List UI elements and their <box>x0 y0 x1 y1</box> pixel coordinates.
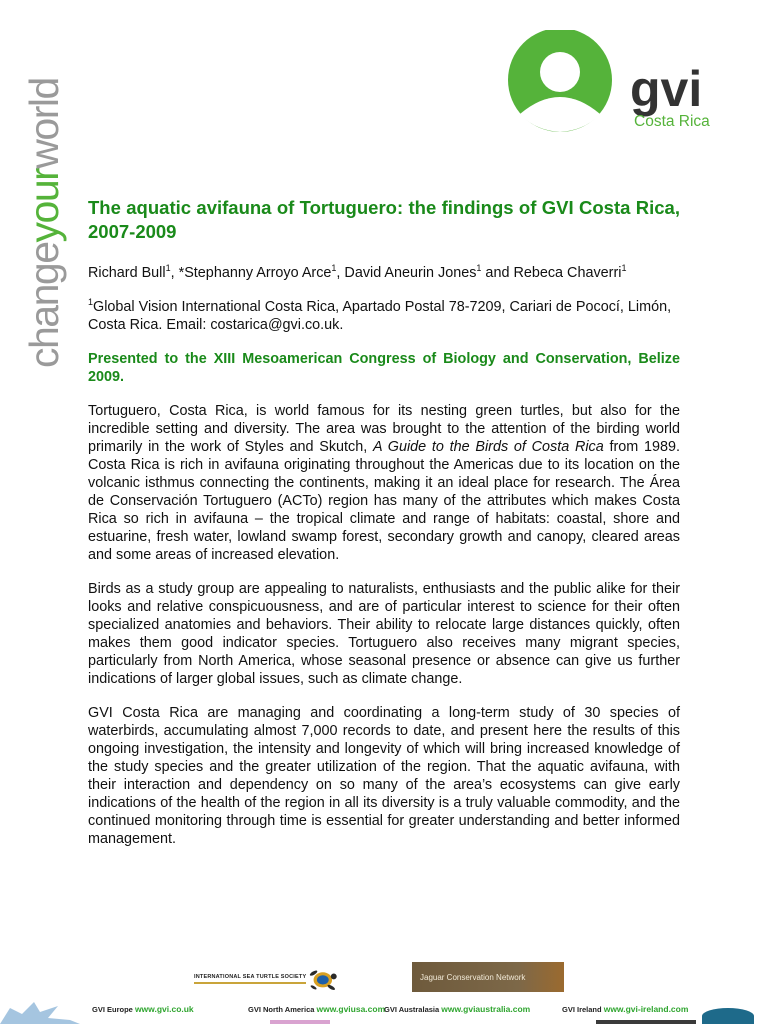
office-ireland: GVI Ireland www.gvi-ireland.com <box>562 1004 689 1014</box>
change-your-world-slogan <box>8 46 68 368</box>
office-australasia-link[interactable]: www.gviaustralia.com <box>441 1004 531 1014</box>
office-north-america: GVI North America www.gviusa.com <box>248 1004 386 1014</box>
author-list: Richard Bull$^1$, *Stephanny Arroyo Arce$^1$, David Aneurin Jones$^1$ and Rebeca Chaverri$^1$ <box>88 263 627 281</box>
office-australasia: GVI Australasia www.gviaustralia.com <box>384 1004 531 1014</box>
svg-text:changeyourworld <box>21 78 67 368</box>
logo-subtitle: Costa Rica <box>634 113 710 130</box>
author-name: Richard Bull <box>88 265 166 281</box>
footer-banner <box>0 954 768 1024</box>
decorative-strip <box>596 1020 696 1024</box>
slogan-change: change <box>21 242 67 368</box>
globe-icon <box>702 1008 754 1024</box>
paragraph-2: Birds as a study group are appealing to naturalists, enthusiasts and the public alike for their looks and relative conspicuousness, and are of particular interest to science for their often specialized anatomies and behaviors. Their ability to relocate large distances quickly, often makes them good indicator species. Tortuguero also receives many migrant species, particularly from North America, whose seasonal presence or absence can give us further indications of larger global issues, such as climate change. <box>88 581 680 687</box>
book-title: A Guide to the Birds of Costa Rica <box>372 439 604 455</box>
author-name: *Stephanny Arroyo Arce <box>178 265 332 281</box>
author-affil-mark: 1 <box>621 263 627 274</box>
affiliation <box>88 298 680 334</box>
office-europe-link[interactable]: www.gvi.co.uk <box>134 1004 194 1014</box>
author-affil-mark: 1 <box>476 263 482 274</box>
gvi-costa-rica-logo <box>506 30 716 134</box>
office-ireland-link[interactable]: www.gvi-ireland.com <box>603 1004 689 1014</box>
logo-brand: gvi <box>630 61 703 117</box>
office-europe: GVI Europe www.gvi.co.uk <box>92 1004 194 1014</box>
document-body <box>88 192 680 848</box>
sea-turtle-society-name: INTERNATIONAL SEA TURTLE SOCIETY <box>194 974 306 984</box>
sea-turtle-society-logo <box>194 962 340 996</box>
affiliation-mark: 1 <box>88 297 94 308</box>
affiliation-text: Global Vision International Costa Rica, Apartado Postal 78-7209, Cariari de Pococí, Limón, Costa Rica. Email: costarica@gvi.co.uk. <box>88 299 672 333</box>
author-name: David Aneurin Jones <box>344 265 477 281</box>
gvi-person-icon <box>508 30 612 132</box>
presentation-note: Presented to the XIII Mesoamerican Congress of Biology and Conservation, Belize 2009. <box>88 351 680 385</box>
office-north-america-link[interactable]: www.gviusa.com <box>316 1004 386 1014</box>
turtle-icon <box>306 963 340 995</box>
jaguar-network-name: Jaguar Conservation Network <box>420 972 526 982</box>
author-affil-mark: 1 <box>165 263 171 274</box>
slogan-world: world <box>21 78 67 169</box>
author-name: Rebeca Chaverri <box>513 265 622 281</box>
paragraph-1: Tortuguero, Costa Rica, is world famous for its nesting green turtles, but also for the incredible setting and diversity. The area was brought to the attention of the birding world primarily in the work of Styles and Skutch, A Guide to the Birds of Costa Rica from 1989. Costa Rica is rich in avifauna originating throughout the Americas due to its location on the volcanic isthmus connecting the continents, making it an ideal place for research. The Área de Conservación Tortuguero (ACTo) region has many of the attributes which makes Costa Rica so rich in avifauna – the tropical climate and range of habitats: coastal, shore and estuarine, fresh water, lowland swamp forest, secondary growth and canopy, cleared areas and some areas of increased elevation. <box>88 403 680 563</box>
jaguar-network-banner <box>412 962 564 992</box>
paper-title: The aquatic avifauna of Tortuguero: the findings of GVI Costa Rica, 2007-2009 <box>88 197 680 242</box>
author-affil-mark: 1 <box>331 263 337 274</box>
partner-logos <box>0 962 768 996</box>
slogan-your: your <box>21 168 67 243</box>
decorative-strip <box>270 1020 330 1024</box>
paragraph-3: GVI Costa Rica are managing and coordinating a long-term study of 30 species of waterbirds, accumulating almost 7,000 records to date, and present here the results of this ongoing investigation, the intensity and longevity of which will bring increased knowledge of the study species and the greater utilization of the region. That the aquatic avifauna, with their interaction and dependency on so many of the area’s ecosystems can give early indications of the health of the region in all its diversity is a truly valuable commodity, and the continued monitoring through time is essential for greater understanding and better informed management. <box>88 705 680 847</box>
